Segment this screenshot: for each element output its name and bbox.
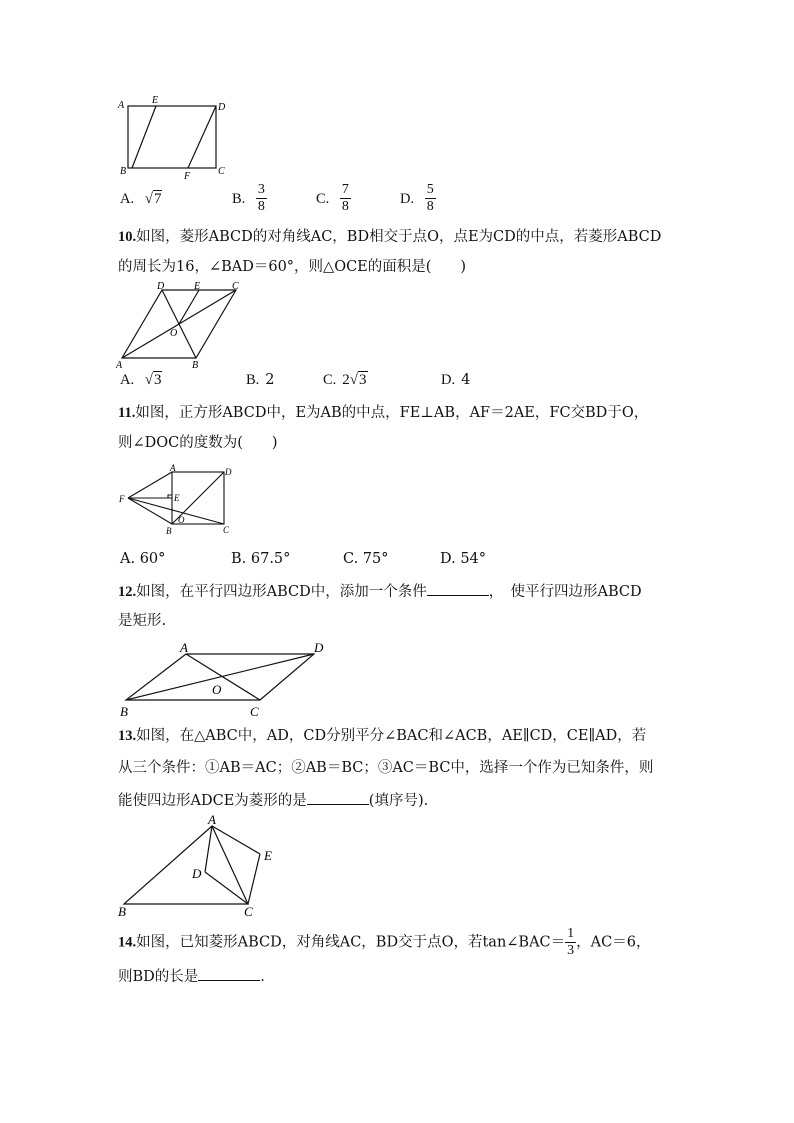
q14-fraction: $\frac{1}{3}$ xyxy=(567,926,575,958)
q13-line3: 能使四边形ADCE为菱形的是 (填序号). xyxy=(118,790,428,811)
q11-line1: 11.如图，正方形ABCD中，E为AB的中点，FE⊥AB，AF＝2AE，FC交BD于O， xyxy=(118,405,649,421)
q11-label-c: C xyxy=(223,525,230,535)
q13-label-b: B xyxy=(118,904,126,919)
q12-figure xyxy=(112,636,342,720)
q11-label-f: F xyxy=(119,494,125,504)
q12-line2: 是矩形. xyxy=(118,613,167,629)
q11-label-o: O xyxy=(178,515,185,525)
q9-figure xyxy=(112,92,242,182)
q9-label-c: C xyxy=(218,166,225,177)
q9-option-d: D. $\frac{5}{8}$ xyxy=(400,182,434,214)
q12-line1: 12.如图，在平行四边形ABCD中，添加一个条件 ， 使平行四边形ABCD xyxy=(118,581,642,602)
q9-label-f: F xyxy=(184,171,191,182)
q10-option-a: A. √3 xyxy=(120,372,162,388)
q10-option-d: D. 4 xyxy=(441,372,471,388)
q11-figure xyxy=(114,462,244,542)
q13-line2: 从三个条件：①AB＝AC；②AB＝BC；③AC＝BC中，选择一个作为已知条件，则 xyxy=(118,760,654,776)
sqrt-icon: √ xyxy=(144,372,153,388)
q11-label-d: D xyxy=(225,467,232,477)
q12-label-a: A xyxy=(180,640,188,655)
q14-line2: 则BD的长是 . xyxy=(118,966,265,987)
q9-option-b: B. $\frac{3}{8}$ xyxy=(232,182,265,214)
q13-label-c: C xyxy=(244,904,253,919)
option-label: A. xyxy=(120,191,135,207)
q12-label-b: B xyxy=(120,704,128,719)
q10-option-b: B. 2 xyxy=(246,372,275,388)
q10-line1: 10.如图，菱形ABCD的对角线AC，BD相交于点O，点E为CD的中点，若菱形ABCD xyxy=(118,229,662,245)
q13-label-e: E xyxy=(264,848,272,863)
q10-label-b: B xyxy=(192,360,199,370)
q10-option-c: C. 2√3 xyxy=(323,372,367,388)
q13-line1: 13.如图，在△ABC中，AD，CD分别平分∠BAC和∠ACB，AE∥CD，CE∥AD，若 xyxy=(118,728,647,744)
answer-blank xyxy=(198,966,260,981)
q9-option-a: A. √7 xyxy=(120,191,162,207)
q9-label-a: A xyxy=(118,100,125,111)
q10-label-a: A xyxy=(116,360,123,370)
q11-label-a: A xyxy=(170,463,176,473)
q11-option-b: B. 67.5° xyxy=(231,551,291,567)
q11-label-b: B xyxy=(166,526,172,536)
q9-label-e: E xyxy=(152,95,159,106)
q10-label-o: O xyxy=(170,328,178,339)
q9-label-d: D xyxy=(218,102,226,113)
q12-label-d: D xyxy=(314,640,324,655)
q9-option-c: C. $\frac{7}{8}$ xyxy=(316,182,349,214)
sqrt-icon: √ xyxy=(349,372,359,388)
q12-label-o: O xyxy=(212,682,222,697)
q9-label-b: B xyxy=(120,166,127,177)
q10-line2: 的周长为16，∠BAD＝60°，则△OCE的面积是( ) xyxy=(118,259,467,275)
q10-label-d: D xyxy=(157,281,165,292)
q10-label-c: C xyxy=(232,281,239,292)
q11-label-e: E xyxy=(174,493,180,503)
q11-option-d: D. 54° xyxy=(440,551,487,567)
q13-label-d: D xyxy=(192,866,202,881)
q11-option-c: C. 75° xyxy=(343,551,389,567)
q12-label-c: C xyxy=(250,704,259,719)
q13-figure xyxy=(112,812,292,922)
q10-figure xyxy=(112,280,252,370)
answer-blank xyxy=(427,581,489,596)
q11-option-a: A. 60° xyxy=(120,551,166,567)
sqrt-icon: √ xyxy=(144,191,153,207)
q11-line2: 则∠DOC的度数为( ) xyxy=(118,435,278,451)
q10-label-e: E xyxy=(194,281,201,292)
answer-blank xyxy=(307,790,369,805)
q14-line1: 14.如图，已知菱形ABCD，对角线AC，BD交于点O，若tan∠BAC＝ $\frac{1}{3}$ ，AC＝6， xyxy=(118,926,651,958)
q13-label-a: A xyxy=(208,812,216,827)
